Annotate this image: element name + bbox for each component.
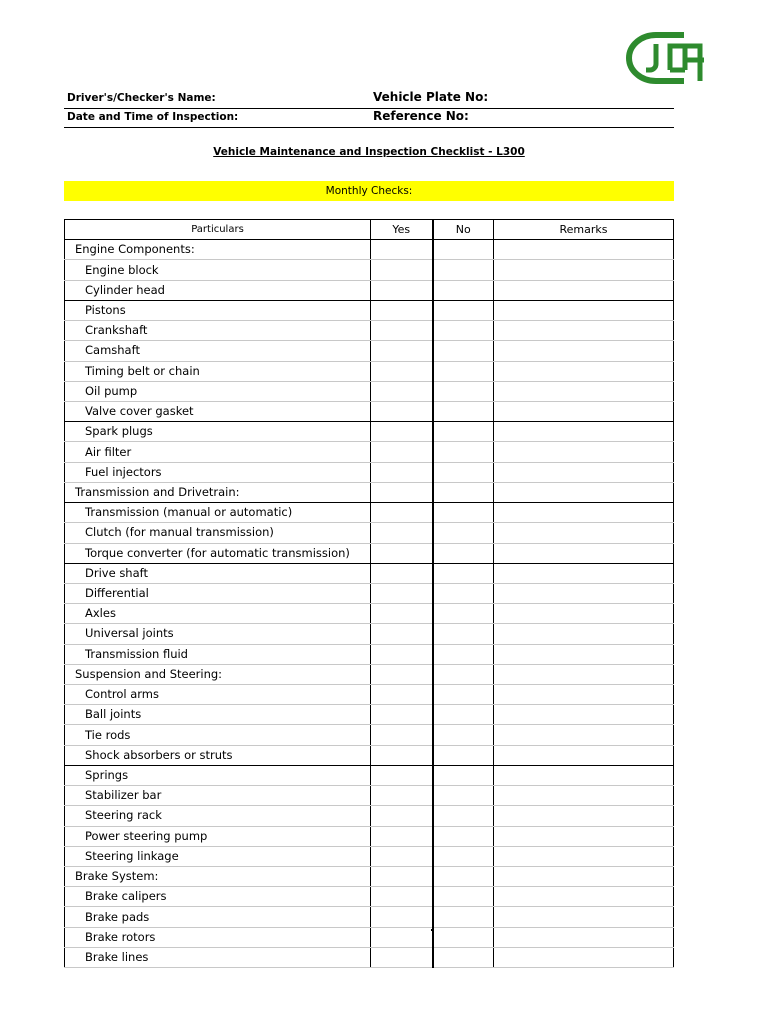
remarks-cell[interactable] xyxy=(494,583,674,603)
remarks-cell[interactable] xyxy=(494,644,674,664)
no-cell[interactable] xyxy=(433,927,494,947)
yes-cell[interactable] xyxy=(371,341,433,361)
yes-cell[interactable] xyxy=(371,401,433,421)
remarks-cell[interactable] xyxy=(494,503,674,523)
no-cell[interactable] xyxy=(433,583,494,603)
checklist-row xyxy=(65,604,674,624)
checklist-row xyxy=(65,907,674,927)
yes-cell[interactable] xyxy=(371,280,433,300)
item-label: Crankshaft xyxy=(65,321,371,341)
no-cell[interactable] xyxy=(433,806,494,826)
remarks-cell[interactable] xyxy=(494,401,674,421)
category-label: Suspension and Steering: xyxy=(65,664,371,684)
item-label: Valve cover gasket xyxy=(65,401,371,421)
checklist-row xyxy=(65,260,674,280)
item-label: Universal joints xyxy=(65,624,371,644)
yes-cell[interactable] xyxy=(371,786,433,806)
remarks-cell[interactable] xyxy=(494,887,674,907)
category-row xyxy=(65,867,674,887)
checklist-row xyxy=(65,887,674,907)
no-cell[interactable] xyxy=(433,341,494,361)
remarks-cell[interactable] xyxy=(494,381,674,401)
yes-cell[interactable] xyxy=(371,947,433,967)
remarks-cell[interactable] xyxy=(494,867,674,887)
no-cell[interactable] xyxy=(433,846,494,866)
yes-cell[interactable] xyxy=(371,260,433,280)
checklist-row xyxy=(65,422,674,442)
no-cell[interactable] xyxy=(433,563,494,583)
checklist-row xyxy=(65,644,674,664)
item-label: Air filter xyxy=(65,442,371,462)
vehicle-plate-label: Vehicle Plate No: xyxy=(373,90,489,104)
no-cell[interactable] xyxy=(433,907,494,927)
remarks-cell[interactable] xyxy=(494,523,674,543)
table-edge xyxy=(431,929,433,931)
no-cell[interactable] xyxy=(433,786,494,806)
item-label: Transmission (manual or automatic) xyxy=(65,503,371,523)
remarks-cell[interactable] xyxy=(494,543,674,563)
item-label: Steering rack xyxy=(65,806,371,826)
yes-cell[interactable] xyxy=(371,543,433,563)
no-cell[interactable] xyxy=(433,867,494,887)
item-label: Axles xyxy=(65,604,371,624)
item-label: Engine block xyxy=(65,260,371,280)
yes-cell[interactable] xyxy=(371,240,433,260)
checklist-row xyxy=(65,765,674,785)
yes-cell[interactable] xyxy=(371,442,433,462)
item-label: Ball joints xyxy=(65,705,371,725)
item-label: Camshaft xyxy=(65,341,371,361)
header-remarks: Remarks xyxy=(494,220,674,240)
table-edge xyxy=(64,929,65,931)
item-label: Springs xyxy=(65,765,371,785)
checklist-row xyxy=(65,361,674,381)
no-cell[interactable] xyxy=(433,887,494,907)
checklist-row xyxy=(65,300,674,320)
remarks-cell[interactable] xyxy=(494,846,674,866)
yes-cell[interactable] xyxy=(371,422,433,442)
reference-number-label: Reference No: xyxy=(373,109,469,123)
no-cell[interactable] xyxy=(433,503,494,523)
table-edge xyxy=(673,929,674,931)
item-label: Torque converter (for automatic transmission) xyxy=(65,543,371,563)
yes-cell[interactable] xyxy=(371,482,433,502)
no-cell[interactable] xyxy=(433,300,494,320)
checklist-table xyxy=(64,219,674,968)
document-title-text: Vehicle Maintenance and Inspection Checklist - L300 xyxy=(213,146,525,158)
remarks-cell[interactable] xyxy=(494,745,674,765)
remarks-cell[interactable] xyxy=(494,280,674,300)
yes-cell[interactable] xyxy=(371,300,433,320)
yes-cell[interactable] xyxy=(371,846,433,866)
no-cell[interactable] xyxy=(433,260,494,280)
remarks-cell[interactable] xyxy=(494,947,674,967)
remarks-cell[interactable] xyxy=(494,705,674,725)
checklist-row xyxy=(65,624,674,644)
remarks-cell[interactable] xyxy=(494,240,674,260)
item-label: Oil pump xyxy=(65,381,371,401)
checklist-row xyxy=(65,826,674,846)
category-label: Brake System: xyxy=(65,867,371,887)
yes-cell[interactable] xyxy=(371,927,433,947)
yes-cell[interactable] xyxy=(371,867,433,887)
yes-cell[interactable] xyxy=(371,765,433,785)
header-row-driver xyxy=(64,89,674,109)
remarks-cell[interactable] xyxy=(494,563,674,583)
no-cell[interactable] xyxy=(433,826,494,846)
remarks-cell[interactable] xyxy=(494,604,674,624)
remarks-cell[interactable] xyxy=(494,462,674,482)
checklist-row xyxy=(65,806,674,826)
remarks-cell[interactable] xyxy=(494,341,674,361)
category-row xyxy=(65,240,674,260)
no-cell[interactable] xyxy=(433,685,494,705)
checklist-row xyxy=(65,523,674,543)
no-cell[interactable] xyxy=(433,725,494,745)
yes-cell[interactable] xyxy=(371,604,433,624)
checklist-row xyxy=(65,563,674,583)
remarks-cell[interactable] xyxy=(494,927,674,947)
no-cell[interactable] xyxy=(433,765,494,785)
remarks-cell[interactable] xyxy=(494,442,674,462)
table-edge xyxy=(370,929,371,931)
item-label: Shock absorbers or struts xyxy=(65,745,371,765)
item-label: Control arms xyxy=(65,685,371,705)
yes-cell[interactable] xyxy=(371,887,433,907)
category-label: Transmission and Drivetrain: xyxy=(65,482,371,502)
header-no: No xyxy=(433,220,494,240)
checklist-row xyxy=(65,341,674,361)
category-row xyxy=(65,482,674,502)
no-cell[interactable] xyxy=(433,523,494,543)
item-label: Brake calipers xyxy=(65,887,371,907)
no-cell[interactable] xyxy=(433,442,494,462)
remarks-cell[interactable] xyxy=(494,664,674,684)
yes-cell[interactable] xyxy=(371,624,433,644)
remarks-cell[interactable] xyxy=(494,725,674,745)
yes-cell[interactable] xyxy=(371,644,433,664)
item-label: Tie rods xyxy=(65,725,371,745)
yes-cell[interactable] xyxy=(371,321,433,341)
checklist-row xyxy=(65,543,674,563)
remarks-cell[interactable] xyxy=(494,786,674,806)
yes-cell[interactable] xyxy=(371,361,433,381)
item-label: Drive shaft xyxy=(65,563,371,583)
no-cell[interactable] xyxy=(433,745,494,765)
yes-cell[interactable] xyxy=(371,907,433,927)
remarks-cell[interactable] xyxy=(494,300,674,320)
checklist-row xyxy=(65,381,674,401)
no-cell[interactable] xyxy=(433,401,494,421)
item-label: Cylinder head xyxy=(65,280,371,300)
checklist-row xyxy=(65,685,674,705)
header-yes: Yes xyxy=(371,220,433,240)
header-particulars: Particulars xyxy=(65,220,371,240)
item-label: Differential xyxy=(65,583,371,603)
no-cell[interactable] xyxy=(433,240,494,260)
checklist-row xyxy=(65,725,674,745)
checklist-row xyxy=(65,927,674,947)
remarks-cell[interactable] xyxy=(494,806,674,826)
header-row-datetime xyxy=(64,108,674,128)
no-cell[interactable] xyxy=(433,422,494,442)
remarks-cell[interactable] xyxy=(494,685,674,705)
no-cell[interactable] xyxy=(433,280,494,300)
checklist-row xyxy=(65,583,674,603)
remarks-cell[interactable] xyxy=(494,361,674,381)
item-label: Brake rotors xyxy=(65,927,371,947)
driver-name-label: Driver's/Checker's Name: xyxy=(67,92,216,104)
inspection-datetime-label: Date and Time of Inspection: xyxy=(67,111,239,123)
yes-cell[interactable] xyxy=(371,664,433,684)
document-title xyxy=(64,146,674,158)
no-cell[interactable] xyxy=(433,604,494,624)
yes-cell[interactable] xyxy=(371,705,433,725)
no-cell[interactable] xyxy=(433,482,494,502)
no-cell[interactable] xyxy=(433,624,494,644)
yes-cell[interactable] xyxy=(371,806,433,826)
item-label: Power steering pump xyxy=(65,826,371,846)
no-cell[interactable] xyxy=(433,947,494,967)
remarks-cell[interactable] xyxy=(494,907,674,927)
no-cell[interactable] xyxy=(433,321,494,341)
category-label: Engine Components: xyxy=(65,240,371,260)
yes-cell[interactable] xyxy=(371,725,433,745)
checklist-row xyxy=(65,745,674,765)
remarks-cell[interactable] xyxy=(494,321,674,341)
remarks-cell[interactable] xyxy=(494,624,674,644)
item-label: Spark plugs xyxy=(65,422,371,442)
checklist-row xyxy=(65,442,674,462)
remarks-cell[interactable] xyxy=(494,422,674,442)
item-label: Brake lines xyxy=(65,947,371,967)
no-cell[interactable] xyxy=(433,361,494,381)
monthly-checks-banner: Monthly Checks: xyxy=(64,181,674,201)
remarks-cell[interactable] xyxy=(494,765,674,785)
yes-cell[interactable] xyxy=(371,462,433,482)
item-label: Clutch (for manual transmission) xyxy=(65,523,371,543)
company-logo-icon xyxy=(624,30,706,86)
item-label: Timing belt or chain xyxy=(65,361,371,381)
yes-cell[interactable] xyxy=(371,503,433,523)
checklist-row xyxy=(65,705,674,725)
yes-cell[interactable] xyxy=(371,685,433,705)
table-edge xyxy=(493,929,494,931)
no-cell[interactable] xyxy=(433,462,494,482)
table-header-row xyxy=(65,220,674,240)
no-cell[interactable] xyxy=(433,664,494,684)
yes-cell[interactable] xyxy=(371,745,433,765)
checklist-row xyxy=(65,321,674,341)
checklist-row xyxy=(65,947,674,967)
checklist-row xyxy=(65,462,674,482)
category-row xyxy=(65,664,674,684)
item-label: Transmission fluid xyxy=(65,644,371,664)
item-label: Stabilizer bar xyxy=(65,786,371,806)
yes-cell[interactable] xyxy=(371,523,433,543)
remarks-cell[interactable] xyxy=(494,260,674,280)
remarks-cell[interactable] xyxy=(494,826,674,846)
no-cell[interactable] xyxy=(433,705,494,725)
checklist-row xyxy=(65,401,674,421)
item-label: Brake pads xyxy=(65,907,371,927)
item-label: Fuel injectors xyxy=(65,462,371,482)
remarks-cell[interactable] xyxy=(494,482,674,502)
yes-cell[interactable] xyxy=(371,563,433,583)
yes-cell[interactable] xyxy=(371,583,433,603)
no-cell[interactable] xyxy=(433,381,494,401)
checklist-row xyxy=(65,846,674,866)
item-label: Steering linkage xyxy=(65,846,371,866)
yes-cell[interactable] xyxy=(371,826,433,846)
checklist-row xyxy=(65,280,674,300)
item-label: Pistons xyxy=(65,300,371,320)
checklist-row xyxy=(65,503,674,523)
checklist-row xyxy=(65,786,674,806)
yes-cell[interactable] xyxy=(371,381,433,401)
no-cell[interactable] xyxy=(433,644,494,664)
no-cell[interactable] xyxy=(433,543,494,563)
